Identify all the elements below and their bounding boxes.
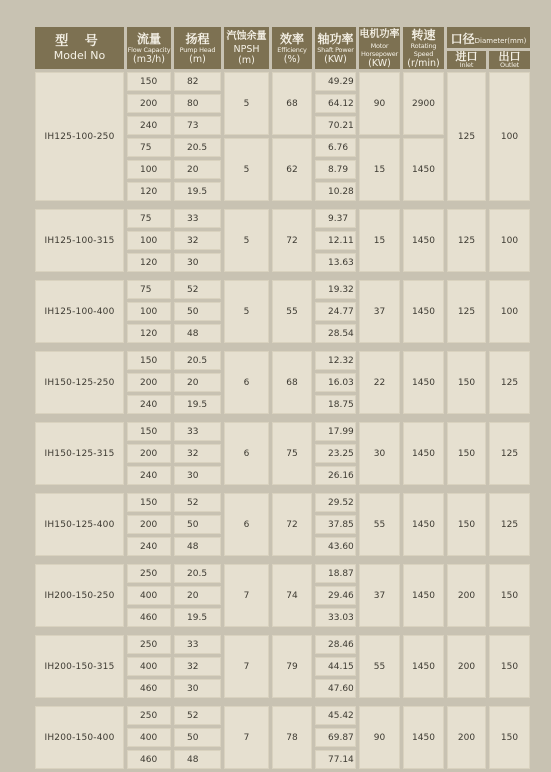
head-cell: 33 xyxy=(174,635,221,654)
group-divider xyxy=(35,630,530,632)
divider-cell xyxy=(35,417,530,419)
shaft-power-cell: 10.28 xyxy=(315,182,356,201)
efficiency-cell: 72 xyxy=(272,209,312,272)
npsh-cell: 7 xyxy=(224,564,269,627)
head-cell: 50 xyxy=(174,515,221,534)
model-cell: IH125-100-250 xyxy=(35,72,124,201)
speed-cell: 1450 xyxy=(403,564,444,627)
flow-cell: 120 xyxy=(127,324,171,343)
model-cell: IH200-150-315 xyxy=(35,635,124,698)
group-divider xyxy=(35,417,530,419)
speed-cell: 1450 xyxy=(403,209,444,272)
npsh-cell: 7 xyxy=(224,706,269,769)
shaft-power-cell: 13.63 xyxy=(315,253,356,272)
motor-power-cell: 15 xyxy=(359,209,400,272)
head-cell: 82 xyxy=(174,72,221,91)
table-row xyxy=(35,280,530,299)
flow-cell: 100 xyxy=(127,160,171,179)
model-cell: IH150-125-315 xyxy=(35,422,124,485)
header-flow-zh: 流量 xyxy=(136,31,161,46)
group-divider xyxy=(35,559,530,561)
header-npsh-zh: 汽蚀余量 xyxy=(226,31,267,42)
head-cell: 48 xyxy=(174,324,221,343)
flow-cell: 120 xyxy=(127,253,171,272)
table-row xyxy=(35,493,530,512)
inlet-cell: 200 xyxy=(447,635,486,698)
efficiency-cell: 55 xyxy=(272,280,312,343)
head-cell: 32 xyxy=(174,444,221,463)
head-cell: 50 xyxy=(174,728,221,747)
header-efficiency-unit: (%) xyxy=(283,53,301,65)
outlet-cell: 150 xyxy=(489,706,530,769)
header-speed-zh: 转速 xyxy=(411,27,436,42)
model-cell: IH200-150-250 xyxy=(35,564,124,627)
motor-power-cell: 55 xyxy=(359,493,400,556)
head-cell: 32 xyxy=(174,231,221,250)
head-cell: 20 xyxy=(174,373,221,392)
npsh-cell: 5 xyxy=(224,72,269,135)
header-shaft-power-zh: 轴功率 xyxy=(317,31,354,46)
efficiency-cell: 74 xyxy=(272,564,312,627)
pump-spec-table xyxy=(32,24,533,772)
head-cell: 33 xyxy=(174,209,221,228)
flow-cell: 460 xyxy=(127,608,171,627)
flow-cell: 400 xyxy=(127,657,171,676)
group-divider xyxy=(35,488,530,490)
shaft-power-cell: 12.11 xyxy=(315,231,356,250)
efficiency-cell: 62 xyxy=(272,138,312,201)
header-head xyxy=(174,27,221,69)
outlet-cell: 125 xyxy=(489,493,530,556)
head-cell: 19.5 xyxy=(174,182,221,201)
model-cell: IH125-100-400 xyxy=(35,280,124,343)
header-diameter-en: Diameter(mm) xyxy=(474,37,527,45)
header-motor-power xyxy=(359,27,400,69)
header-model-zh: 型 号 xyxy=(55,33,104,49)
table-row xyxy=(35,635,530,654)
speed-cell: 1450 xyxy=(403,138,444,201)
npsh-cell: 7 xyxy=(224,635,269,698)
npsh-cell: 6 xyxy=(224,351,269,414)
flow-cell: 200 xyxy=(127,515,171,534)
speed-cell: 1450 xyxy=(403,493,444,556)
table-row xyxy=(35,351,530,370)
head-cell: 52 xyxy=(174,706,221,725)
flow-cell: 75 xyxy=(127,138,171,157)
shaft-power-cell: 77.14 xyxy=(315,750,356,769)
speed-cell: 1450 xyxy=(403,351,444,414)
outlet-cell: 150 xyxy=(489,564,530,627)
shaft-power-cell: 19.32 xyxy=(315,280,356,299)
npsh-cell: 6 xyxy=(224,422,269,485)
divider-cell xyxy=(35,204,530,206)
shaft-power-cell: 49.29 xyxy=(315,72,356,91)
head-cell: 73 xyxy=(174,116,221,135)
head-cell: 19.5 xyxy=(174,608,221,627)
group-divider xyxy=(35,701,530,703)
motor-power-cell: 90 xyxy=(359,72,400,135)
outlet-cell: 100 xyxy=(489,280,530,343)
head-cell: 20 xyxy=(174,160,221,179)
header-motor-power-zh: 电机功率 xyxy=(359,28,400,40)
inlet-cell: 150 xyxy=(447,351,486,414)
outlet-cell: 150 xyxy=(489,635,530,698)
inlet-cell: 125 xyxy=(447,280,486,343)
model-cell: IH125-100-315 xyxy=(35,209,124,272)
header-shaft-power-unit: (KW) xyxy=(324,53,347,65)
header-inlet xyxy=(447,51,486,69)
npsh-cell: 6 xyxy=(224,493,269,556)
head-cell: 20.5 xyxy=(174,138,221,157)
outlet-cell: 125 xyxy=(489,422,530,485)
header-npsh-unit: (m) xyxy=(238,55,255,66)
header-head-unit: (m) xyxy=(189,53,206,65)
header-head-en: Pump Head xyxy=(179,45,216,54)
flow-cell: 460 xyxy=(127,679,171,698)
shaft-power-cell: 69.87 xyxy=(315,728,356,747)
shaft-power-cell: 24.77 xyxy=(315,302,356,321)
table-row xyxy=(35,564,530,583)
header-efficiency-en: Efficiency xyxy=(277,45,307,54)
efficiency-cell: 68 xyxy=(272,72,312,135)
header-inlet-en: Inlet xyxy=(459,61,474,69)
group-divider xyxy=(35,204,530,206)
flow-cell: 200 xyxy=(127,444,171,463)
head-cell: 30 xyxy=(174,679,221,698)
header-outlet xyxy=(489,51,530,69)
header-head-zh: 扬程 xyxy=(185,31,210,46)
inlet-cell: 200 xyxy=(447,564,486,627)
header-outlet-zh: 出口 xyxy=(498,51,521,63)
head-cell: 52 xyxy=(174,493,221,512)
head-cell: 48 xyxy=(174,537,221,556)
efficiency-cell: 78 xyxy=(272,706,312,769)
shaft-power-cell: 28.46 xyxy=(315,635,356,654)
divider-cell xyxy=(35,346,530,348)
head-cell: 32 xyxy=(174,657,221,676)
table-row xyxy=(35,209,530,228)
shaft-power-cell: 17.99 xyxy=(315,422,356,441)
head-cell: 80 xyxy=(174,94,221,113)
head-cell: 30 xyxy=(174,466,221,485)
flow-cell: 400 xyxy=(127,728,171,747)
speed-cell: 1450 xyxy=(403,422,444,485)
shaft-power-cell: 8.79 xyxy=(315,160,356,179)
flow-cell: 460 xyxy=(127,750,171,769)
divider-cell xyxy=(35,488,530,490)
efficiency-cell: 79 xyxy=(272,635,312,698)
head-cell: 19.5 xyxy=(174,395,221,414)
outlet-cell: 125 xyxy=(489,351,530,414)
efficiency-cell: 75 xyxy=(272,422,312,485)
npsh-cell: 5 xyxy=(224,138,269,201)
flow-cell: 100 xyxy=(127,302,171,321)
motor-power-cell: 30 xyxy=(359,422,400,485)
flow-cell: 150 xyxy=(127,493,171,512)
shaft-power-cell: 9.37 xyxy=(315,209,356,228)
shaft-power-cell: 28.54 xyxy=(315,324,356,343)
inlet-cell: 150 xyxy=(447,493,486,556)
outlet-cell: 100 xyxy=(489,209,530,272)
head-cell: 48 xyxy=(174,750,221,769)
flow-cell: 250 xyxy=(127,635,171,654)
divider-cell xyxy=(35,559,530,561)
head-cell: 20.5 xyxy=(174,564,221,583)
shaft-power-cell: 37.85 xyxy=(315,515,356,534)
divider-cell xyxy=(35,275,530,277)
motor-power-cell: 55 xyxy=(359,635,400,698)
motor-power-cell: 22 xyxy=(359,351,400,414)
head-cell: 20 xyxy=(174,586,221,605)
shaft-power-cell: 26.16 xyxy=(315,466,356,485)
npsh-cell: 5 xyxy=(224,280,269,343)
header-npsh-en: NPSH xyxy=(233,44,260,55)
header-outlet-en: Outlet xyxy=(500,61,519,69)
shaft-power-cell: 12.32 xyxy=(315,351,356,370)
efficiency-cell: 68 xyxy=(272,351,312,414)
flow-cell: 200 xyxy=(127,373,171,392)
model-cell: IH150-125-250 xyxy=(35,351,124,414)
shaft-power-cell: 6.76 xyxy=(315,138,356,157)
inlet-cell: 150 xyxy=(447,422,486,485)
header-efficiency-zh: 效率 xyxy=(279,31,304,46)
outlet-cell: 100 xyxy=(489,72,530,201)
pump-spec-sheet xyxy=(32,24,527,772)
shaft-power-cell: 16.03 xyxy=(315,373,356,392)
speed-cell: 1450 xyxy=(403,635,444,698)
efficiency-cell: 72 xyxy=(272,493,312,556)
flow-cell: 240 xyxy=(127,116,171,135)
header-model xyxy=(35,27,124,69)
shaft-power-cell: 29.52 xyxy=(315,493,356,512)
flow-cell: 250 xyxy=(127,706,171,725)
flow-cell: 250 xyxy=(127,564,171,583)
flow-cell: 150 xyxy=(127,72,171,91)
header-diameter-zh: 口径 xyxy=(450,32,475,46)
shaft-power-cell: 18.87 xyxy=(315,564,356,583)
shaft-power-cell: 23.25 xyxy=(315,444,356,463)
head-cell: 30 xyxy=(174,253,221,272)
shaft-power-cell: 64.12 xyxy=(315,94,356,113)
header-motor-power-unit: (KW) xyxy=(368,57,391,69)
shaft-power-cell: 70.21 xyxy=(315,116,356,135)
flow-cell: 100 xyxy=(127,231,171,250)
head-cell: 50 xyxy=(174,302,221,321)
npsh-cell: 5 xyxy=(224,209,269,272)
group-divider xyxy=(35,275,530,277)
flow-cell: 120 xyxy=(127,182,171,201)
table-row xyxy=(35,706,530,725)
header-speed xyxy=(403,27,444,69)
flow-cell: 400 xyxy=(127,586,171,605)
inlet-cell: 200 xyxy=(447,706,486,769)
flow-cell: 240 xyxy=(127,466,171,485)
model-cell: IH200-150-400 xyxy=(35,706,124,769)
flow-cell: 75 xyxy=(127,280,171,299)
header-flow-unit: (m3/h) xyxy=(133,53,165,65)
shaft-power-cell: 47.60 xyxy=(315,679,356,698)
flow-cell: 150 xyxy=(127,351,171,370)
shaft-power-cell: 33.03 xyxy=(315,608,356,627)
group-divider xyxy=(35,346,530,348)
header-inlet-zh: 进口 xyxy=(455,51,478,63)
shaft-power-cell: 44.15 xyxy=(315,657,356,676)
header-flow xyxy=(127,27,171,69)
divider-cell xyxy=(35,630,530,632)
head-cell: 33 xyxy=(174,422,221,441)
header-speed-unit: (r/min) xyxy=(407,57,440,69)
flow-cell: 150 xyxy=(127,422,171,441)
flow-cell: 75 xyxy=(127,209,171,228)
header-npsh xyxy=(224,27,269,69)
shaft-power-cell: 45.42 xyxy=(315,706,356,725)
table-row xyxy=(35,422,530,441)
header-shaft-power xyxy=(315,27,356,69)
model-cell: IH150-125-400 xyxy=(35,493,124,556)
header-model-en: Model No xyxy=(53,48,106,62)
motor-power-cell: 90 xyxy=(359,706,400,769)
inlet-cell: 125 xyxy=(447,72,486,201)
motor-power-cell: 15 xyxy=(359,138,400,201)
shaft-power-cell: 18.75 xyxy=(315,395,356,414)
speed-cell: 2900 xyxy=(403,72,444,135)
head-cell: 52 xyxy=(174,280,221,299)
header-speed-en: Rotating Speed xyxy=(410,41,437,58)
shaft-power-cell: 43.60 xyxy=(315,537,356,556)
speed-cell: 1450 xyxy=(403,280,444,343)
motor-power-cell: 37 xyxy=(359,564,400,627)
flow-cell: 240 xyxy=(127,395,171,414)
speed-cell: 1450 xyxy=(403,706,444,769)
shaft-power-cell: 29.46 xyxy=(315,586,356,605)
header-motor-power-en: Motor Horsepower xyxy=(360,41,398,58)
motor-power-cell: 37 xyxy=(359,280,400,343)
inlet-cell: 125 xyxy=(447,209,486,272)
header-flow-en: Flow Capacity xyxy=(127,45,171,54)
flow-cell: 240 xyxy=(127,537,171,556)
head-cell: 20.5 xyxy=(174,351,221,370)
table-row xyxy=(35,72,530,91)
header-efficiency xyxy=(272,27,312,69)
header-diameter xyxy=(447,27,530,48)
header-shaft-power-en: Shaft Power xyxy=(317,45,354,54)
divider-cell xyxy=(35,701,530,703)
flow-cell: 200 xyxy=(127,94,171,113)
